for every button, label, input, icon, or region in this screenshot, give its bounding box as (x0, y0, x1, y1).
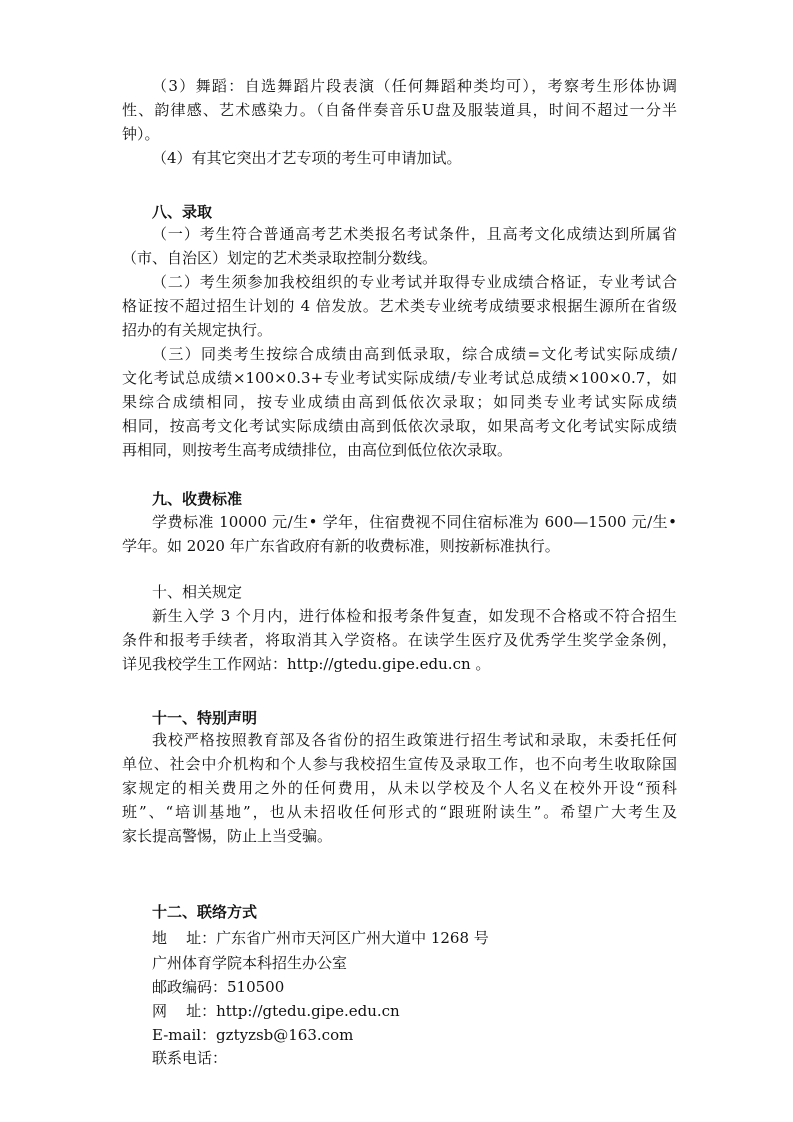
fee-line-2: 学年。如 2020 年广东省政府有新的收费标准，则按新标准执行。 (122, 537, 560, 555)
admission-p2-line-3: 招办的有关规定执行。 (122, 321, 273, 339)
contact-office: 广州体育学院本科招生办公室 (152, 954, 348, 972)
admission-p1-line-2: （市、自治区）划定的艺术类录取控制分数线。 (122, 249, 438, 267)
contact-address: 地 址：广东省广州市天河区广州大道中 1268 号 (152, 929, 489, 947)
section-10-title: 十、相关规定 (152, 583, 243, 601)
admission-p3-line-1: （三）同类考生按综合成绩由高到低录取，综合成绩=文化考试实际成绩/ (152, 345, 677, 363)
admission-p3-line-3: 果综合成绩相同，按专业成绩由高到低依次录取；如同类专业考试实际成绩 (122, 393, 677, 411)
contact-website: 网 址：http://gtedu.gipe.edu.cn (152, 1002, 400, 1020)
statement-line-1: 我校严格按照教育部及各省份的招生政策进行招生考试和录取，未委托任何 (152, 731, 677, 749)
rules-line-1: 新生入学 3 个月内，进行体检和报考条件复查，如发现不合格或不符合招生 (152, 607, 677, 625)
admission-p1-line-1: （一）考生符合普通高考艺术类报名考试条件，且高考文化成绩达到所属省 (152, 225, 677, 243)
section-11-title: 十一、特别声明 (152, 709, 258, 727)
rules-line-2: 条件和报考手续者，将取消其入学资格。在读学生医疗及优秀学生奖学金条例， (122, 631, 677, 649)
rules-line-3: 详见我校学生工作网站：http://gtedu.gipe.edu.cn 。 (122, 655, 491, 673)
contact-email: E-mail：gztyzsb@163.com (152, 1026, 354, 1044)
statement-line-3: 家规定的相关费用之外的任何费用，从未以学校及个人名义在校外开设“预科 (122, 779, 677, 797)
admission-p2-line-1: （二）考生须参加我校组织的专业考试并取得专业成绩合格证，专业考试合 (152, 273, 677, 291)
admission-p2-line-2: 格证按不超过招生计划的 4 倍发放。艺术类专业统考成绩要求根据生源所在省级 (122, 297, 677, 315)
section-8-title: 八、录取 (152, 203, 213, 221)
section-12-title: 十二、联络方式 (152, 903, 258, 921)
dance-line-2: 性、韵律感、艺术感染力。（自备伴奏音乐U盘及服装道具，时间不超过一分半 (122, 101, 677, 119)
fee-line-1: 学费标准 10000 元/生• 学年，住宿费视不同住宿标准为 600—1500 元/生• (152, 513, 677, 531)
admission-p3-line-5: 再相同，则按考生高考成绩排位，由高位到低位依次录取。 (122, 441, 513, 459)
other-talent-line: （4）有其它突出才艺专项的考生可申请加试。 (152, 149, 462, 167)
admission-p3-line-2: 文化考试总成绩×100×0.3+专业考试实际成绩/专业考试总成绩×100×0.7，如 (122, 369, 677, 387)
contact-phone: 联系电话： (152, 1049, 228, 1067)
admission-p3-line-4: 相同，按高考文化考试实际成绩由高到低依次录取，如果高考文化考试实际成绩 (122, 417, 677, 435)
dance-line-3: 钟）。 (122, 125, 160, 143)
statement-line-2: 单位、社会中介机构和个人参与我校招生宣传及录取工作，也不向考生收取除国 (122, 755, 677, 773)
contact-postcode: 邮政编码：510500 (152, 978, 285, 996)
statement-line-4: 班”、“培训基地”，也从未招收任何形式的“跟班附读生”。希望广大考生及 (122, 803, 677, 821)
statement-line-5: 家长提高警惕，防止上当受骗。 (122, 827, 333, 845)
dance-line-1: （3）舞蹈：自选舞蹈片段表演（任何舞蹈种类均可），考察考生形体协调 (152, 77, 677, 95)
section-9-title: 九、收费标准 (152, 490, 243, 508)
